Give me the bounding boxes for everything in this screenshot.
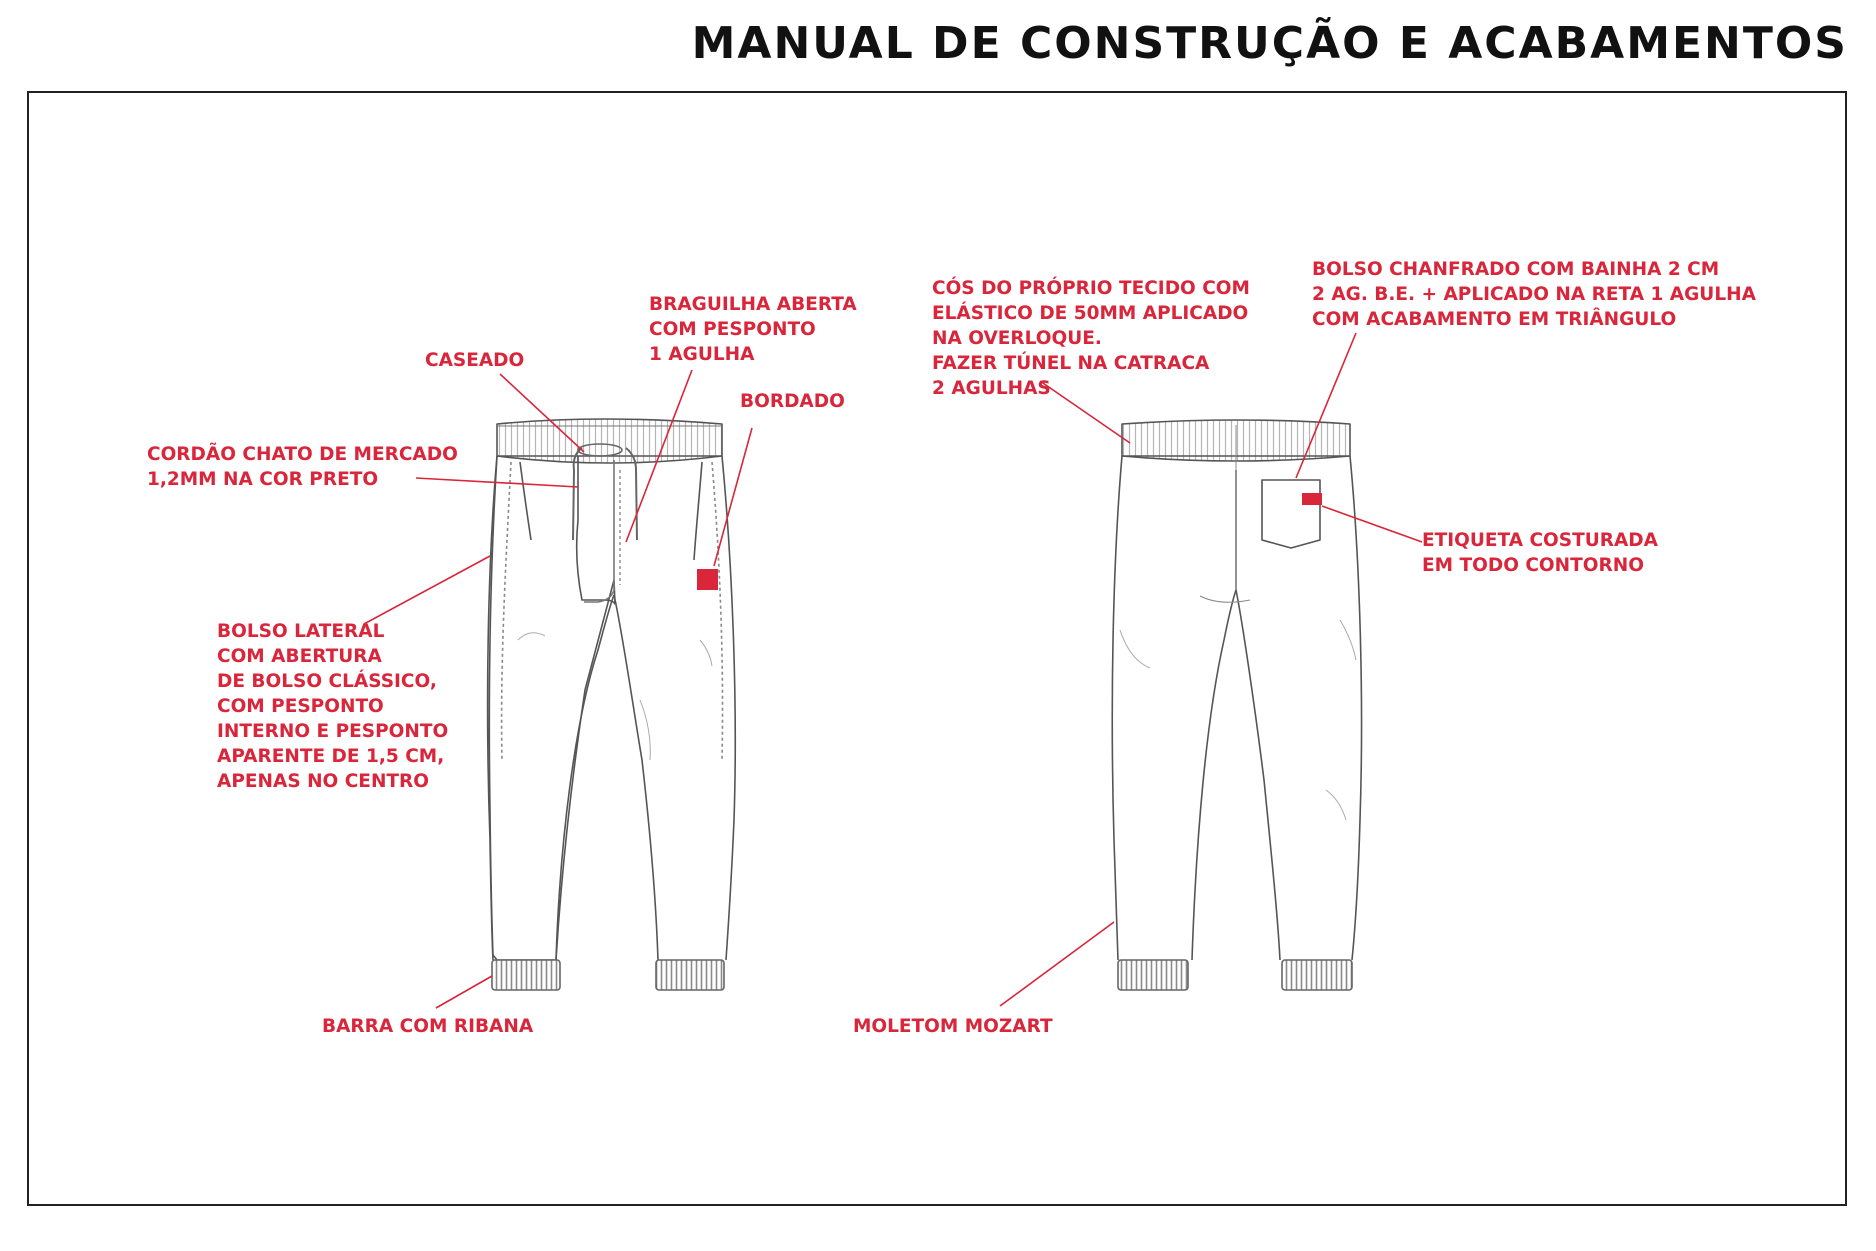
annotation-bolso-chanfrado: BOLSO CHANFRADO COM BAINHA 2 CM 2 AG. B.E. + APLICADO NA RETA 1 AGULHA COM ACABAMENTO EM TRIÂNGULO bbox=[1312, 259, 1756, 330]
leader-bolso-lateral bbox=[364, 556, 490, 624]
front-left-pocket-opening bbox=[520, 462, 531, 540]
page-title: MANUAL DE CONSTRUÇÃO E ACABAMENTOS bbox=[691, 18, 1848, 69]
annotation-cordao: CORDÃO CHATO DE MERCADO 1,2MM NA COR PRETO bbox=[147, 444, 458, 490]
back-pants bbox=[1112, 420, 1361, 990]
front-left-cuff bbox=[492, 960, 560, 990]
annotation-braguilha: BRAGUILHA ABERTA COM PESPONTO 1 AGULHA bbox=[649, 294, 857, 365]
front-pants bbox=[488, 419, 736, 990]
back-pocket bbox=[1262, 480, 1320, 548]
front-right-cuff bbox=[656, 960, 724, 990]
annotation-barra: BARRA COM RIBANA bbox=[322, 1016, 534, 1037]
annotation-caseado: CASEADO bbox=[425, 350, 525, 371]
annotation-cos: CÓS DO PRÓPRIO TECIDO COM ELÁSTICO DE 50MM APLICADO NA OVERLOQUE. FAZER TÚNEL NA CATRACA 2 AGULHAS bbox=[932, 278, 1250, 399]
leader-etiqueta bbox=[1322, 506, 1422, 542]
annotation-bordado: BORDADO bbox=[740, 391, 845, 412]
leader-moletom bbox=[1000, 922, 1114, 1006]
sewn-label bbox=[1302, 493, 1322, 505]
embroidery-patch bbox=[697, 569, 718, 590]
front-right-pocket-opening bbox=[694, 462, 702, 560]
leader-barra bbox=[436, 976, 492, 1008]
front-left-leg bbox=[489, 456, 615, 960]
front-fly bbox=[584, 460, 614, 602]
back-left-cuff bbox=[1118, 960, 1188, 990]
annotation-etiqueta: ETIQUETA COSTURADA EM TODO CONTORNO bbox=[1422, 530, 1658, 576]
annotation-moletom: MOLETOM MOZART bbox=[853, 1016, 1053, 1037]
annotation-bolso-lateral: BOLSO LATERAL COM ABERTURA DE BOLSO CLÁSSICO, COM PESPONTO INTERNO E PESPONTO APARENTE DE 1,5 CM, APENAS NO CENTRO bbox=[217, 621, 449, 792]
back-right-cuff bbox=[1282, 960, 1352, 990]
